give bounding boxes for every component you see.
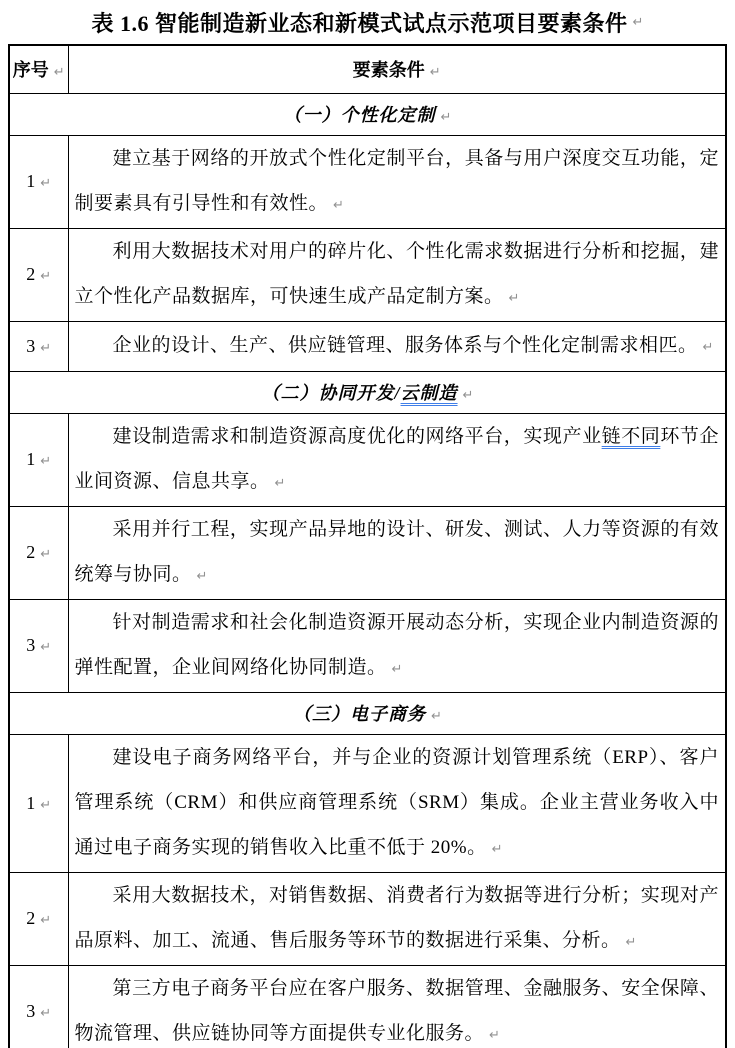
- row-number: 2: [26, 908, 36, 928]
- paragraph-mark-icon: ↵: [391, 661, 403, 677]
- row-text-cell: [68, 506, 726, 599]
- row-text-content: 利用大数据技术对用户的碎片化、个性化需求数据进行分析和挖掘，建立个性化产品数据库，可快速生成产品定制方案。: [74, 240, 719, 307]
- paragraph-mark-icon: ↵: [632, 14, 644, 30]
- paragraph-mark-icon: ↵: [40, 340, 52, 356]
- row-text-cell: [68, 872, 726, 965]
- row-number: 3: [26, 335, 36, 356]
- row-number: 3: [26, 635, 36, 655]
- row-text-content: 建设制造需求和制造资源高度优化的网络平台，实现产业: [112, 425, 602, 447]
- row-text-cell: [68, 599, 726, 692]
- row-number: 1: [26, 449, 36, 469]
- section-3-heading: （三）电子商务: [293, 704, 427, 724]
- paragraph-mark-icon: ↵: [40, 640, 52, 655]
- row-text: [75, 600, 720, 692]
- row-text-content: 采用并行工程，实现产品异地的设计、研发、测试、人力等资源的有效统筹与协同。: [74, 518, 719, 585]
- row-number-cell: [9, 506, 68, 599]
- paragraph-mark-icon: ↵: [508, 290, 520, 306]
- table-row: [9, 506, 726, 599]
- section-1-heading-cell: [9, 93, 726, 135]
- section-1-heading: （一）个性化定制: [283, 105, 436, 125]
- paragraph-mark-icon: ↵: [333, 197, 344, 213]
- paragraph-mark-icon: ↵: [53, 65, 65, 81]
- row-number-cell: [9, 135, 68, 228]
- row-number: 1: [26, 792, 36, 813]
- row-text-content: 企业的设计、生产、供应链管理、服务体系与个性化定制需求相匹。: [112, 334, 698, 356]
- paragraph-mark-icon: ↵: [40, 913, 52, 928]
- section-3-heading-row: [9, 692, 726, 734]
- section-3-heading-cell: [9, 692, 726, 734]
- row-number-cell: [9, 965, 68, 1048]
- table-row: [9, 872, 726, 965]
- grammar-underline-text: 链不同: [601, 425, 661, 447]
- elements-conditions-table: [8, 44, 727, 1048]
- row-number-cell: [9, 413, 68, 506]
- paragraph-mark-icon: ↵: [274, 475, 286, 491]
- paragraph-mark-icon: ↵: [431, 709, 442, 724]
- row-text-cell: [68, 228, 726, 321]
- table-row: [9, 965, 726, 1048]
- row-text-cell: [68, 965, 726, 1048]
- paragraph-mark-icon: ↵: [40, 1006, 52, 1021]
- paragraph-mark-icon: ↵: [196, 568, 208, 584]
- header-number-label: 序号: [12, 60, 49, 81]
- table-row: [9, 135, 726, 228]
- row-text: [75, 873, 720, 965]
- paragraph-mark-icon: ↵: [491, 841, 503, 857]
- table-row: [9, 228, 726, 321]
- row-number: 3: [26, 1001, 36, 1021]
- section-1-heading-row: [9, 93, 726, 135]
- row-text: [75, 735, 720, 872]
- row-number-cell: [9, 599, 68, 692]
- row-number-cell: [9, 321, 68, 371]
- header-cell-number: [9, 45, 68, 93]
- table-caption: [0, 0, 735, 44]
- section-2-heading: （二）协同开发/: [261, 383, 401, 403]
- row-text: [75, 136, 720, 228]
- paragraph-mark-icon: ↵: [40, 547, 52, 562]
- table-row: [9, 599, 726, 692]
- paragraph-mark-icon: ↵: [40, 797, 52, 813]
- row-text-content: 环节企业间资源、信息共享。: [74, 425, 719, 492]
- row-number-cell: [9, 228, 68, 321]
- paragraph-mark-icon: ↵: [462, 388, 474, 403]
- row-text-cell: [68, 321, 726, 371]
- table-row: [9, 321, 726, 371]
- table-row: [9, 413, 726, 506]
- row-text-cell: [68, 413, 726, 506]
- header-condition-label: 要素条件: [352, 60, 425, 81]
- row-number: 2: [26, 542, 36, 562]
- paragraph-mark-icon: ↵: [40, 176, 52, 191]
- paragraph-mark-icon: ↵: [489, 1027, 500, 1043]
- row-text-content: 第三方电子商务平台应在客户服务、数据管理、金融服务、安全保障、物流管理、供应链协同等方面提供专业化服务。: [74, 977, 719, 1044]
- row-number: 2: [26, 264, 36, 284]
- paragraph-mark-icon: ↵: [40, 269, 52, 284]
- row-text-content: 建立基于网络的开放式个性化定制平台，具备与用户深度交互功能，定制要素具有引导性和有效性。: [74, 147, 719, 214]
- paragraph-mark-icon: ↵: [702, 339, 714, 355]
- paragraph-mark-icon: ↵: [40, 454, 52, 469]
- header-cell-condition: [68, 45, 726, 93]
- table-row: [9, 734, 726, 872]
- row-number: 1: [26, 171, 36, 191]
- row-text: [75, 414, 720, 506]
- row-text-content: 针对制造需求和社会化制造资源开展动态分析，实现企业内制造资源的弹性配置，企业间网络化协同制造。: [74, 611, 719, 678]
- table-caption-text: 表 1.6 智能制造新业态和新模式试点示范项目要素条件: [91, 10, 628, 36]
- section-2-heading-row: [9, 371, 726, 413]
- table-header-row: [9, 45, 726, 93]
- row-text: [75, 507, 720, 599]
- row-text-cell: [68, 135, 726, 228]
- row-number-cell: [9, 734, 68, 872]
- paragraph-mark-icon: ↵: [440, 110, 452, 125]
- grammar-underline-text: 云制造: [400, 383, 458, 403]
- row-text-cell: [68, 734, 726, 872]
- paragraph-mark-icon: ↵: [429, 65, 441, 81]
- row-text-content: 建设电子商务网络平台，并与企业的资源计划管理系统（ERP）、客户管理系统（CRM）和供应商管理系统（SRM）集成。企业主营业务收入中通过电子商务实现的销售收入比重不低于 20%。: [74, 746, 719, 858]
- row-number-cell: [9, 872, 68, 965]
- section-2-heading-cell: [9, 371, 726, 413]
- row-text-content: 采用大数据技术，对销售数据、消费者行为数据等进行分析；实现对产品原料、加工、流通、售后服务等环节的数据进行采集、分析。: [74, 884, 719, 951]
- row-text: [75, 323, 720, 370]
- row-text: [75, 229, 720, 321]
- paragraph-mark-icon: ↵: [625, 934, 637, 950]
- row-text: [75, 966, 720, 1048]
